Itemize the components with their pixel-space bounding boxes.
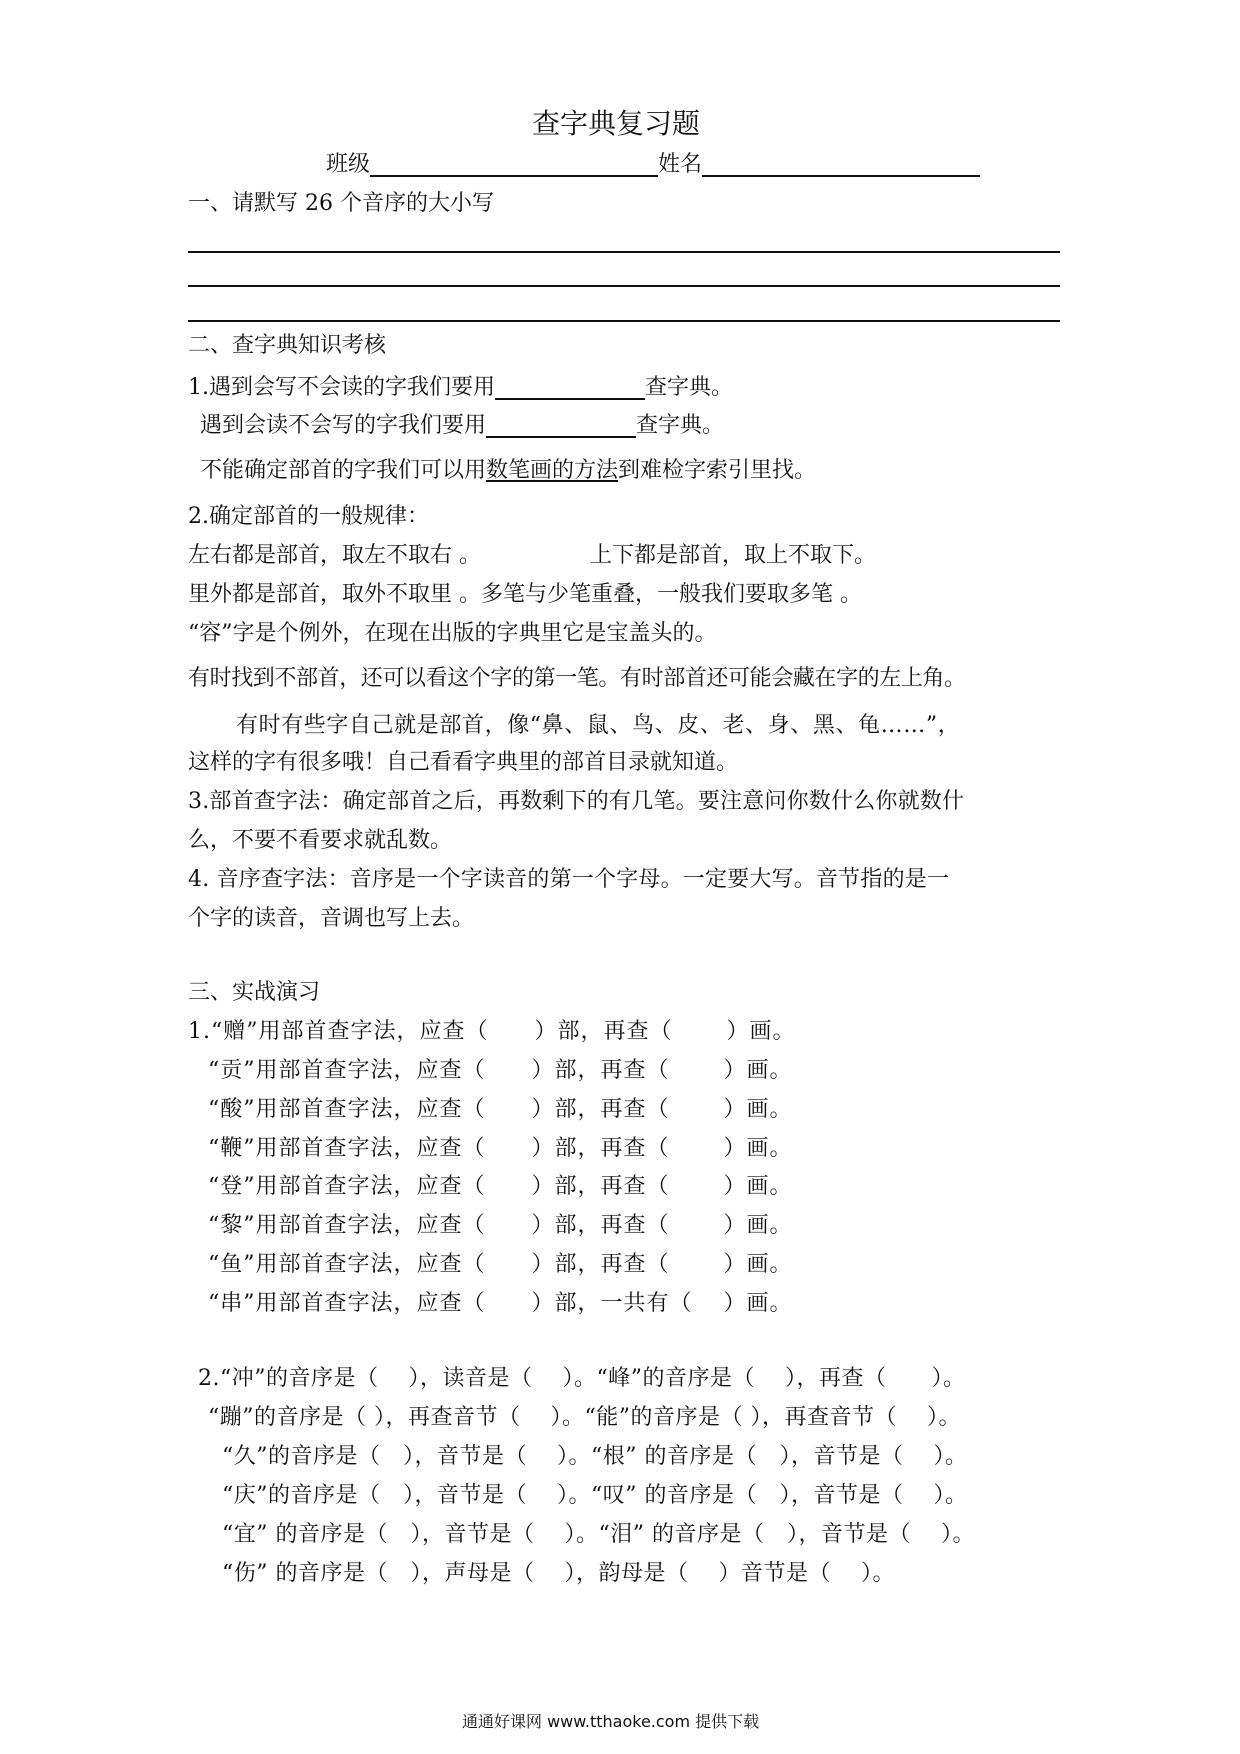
answer-line-3[interactable] (188, 320, 1060, 322)
question-2-heading: 2.确定部首的一般规律： (188, 504, 429, 529)
name-label: 姓名 (658, 152, 703, 177)
phonetic-line[interactable]: 2.“冲”的音序是（ ），读音是（ ）。“峰”的音序是（ ），再查（ ）。 (198, 1366, 966, 1391)
header-class-name (326, 151, 980, 177)
radical-line[interactable]: “贡”用部首查字法，应查（ ）部，再查（ ）画。 (208, 1058, 793, 1083)
page-title: 查字典复习题 (532, 107, 701, 140)
radical-line[interactable]: 1.“赠”用部首查字法，应查（ ）部，再查（ ）画。 (188, 1019, 796, 1044)
question-4-line-1: 4. 音序查字法：音序是一个字读音的第一个字母。一定要大写。音节指的是一 (188, 867, 950, 892)
q1c-text: 不能确定部首的字我们可以用 (200, 458, 487, 483)
radical-line[interactable]: “黎”用部首查字法，应查（ ）部，再查（ ）画。 (208, 1213, 793, 1238)
rule-3: “容”字是个例外，在现在出版的字典里它是宝盖头的。 (188, 621, 717, 646)
q1b-blank[interactable] (486, 412, 636, 438)
rule4-text-c: 。 (944, 666, 966, 691)
class-blank[interactable] (370, 151, 658, 177)
rule-4 (188, 668, 966, 690)
rule-1-right: 上下都是部首，取上不取下。 (590, 543, 877, 568)
question-1b (200, 412, 724, 438)
rule4-highlight-1: 第一笔 (533, 666, 599, 691)
rule4-text-b: 。有时部首还可能会藏在 (598, 666, 837, 691)
question-3-line-2: 么，不要不看要求就乱数。 (188, 828, 453, 853)
phonetic-line[interactable]: “久”的音序是（ ），音节是（ ）。“根” 的音序是（ ），音节是（ ）。 (222, 1444, 968, 1469)
section1-heading: 一、请默写 26 个音序的大小写 (188, 191, 494, 216)
phonetic-line[interactable]: “伤” 的音序是（ ），声母是（ ），韵母是（ ）音节是（ ）。 (222, 1561, 895, 1586)
question-4-line-2: 个字的读音，音调也写上去。 (188, 906, 475, 931)
radical-line[interactable]: “登”用部首查字法，应查（ ）部，再查（ ）画。 (208, 1174, 793, 1199)
radical-line[interactable]: “鞭”用部首查字法，应查（ ）部，再查（ ）画。 (208, 1136, 793, 1161)
answer-line-1[interactable] (188, 251, 1060, 253)
q1a-blank[interactable] (495, 374, 645, 400)
radical-line[interactable]: “鱼”用部首查字法，应查（ ）部，再查（ ）画。 (208, 1252, 793, 1277)
section3-heading: 三、实战演习 (188, 980, 321, 1005)
answer-line-2[interactable] (188, 285, 1060, 287)
phonetic-line[interactable]: “蹦”的音序是（ ），再查音节（ ）。“能”的音序是（ ），再查音节（ ）。 (208, 1405, 961, 1430)
rule4-highlight-2: 字的左上角 (836, 666, 945, 691)
q1a-suffix: 查字典。 (645, 375, 734, 400)
q1c-suffix: 到难检字索引里找。 (618, 458, 817, 483)
rule-5-line-2: 这样的字有很多哦！自己看看字典里的部首目录就知道。 (188, 750, 739, 775)
footer-credit: 通通好课网 www.tthaoke.com 提供下载 (462, 1712, 760, 1731)
radical-line[interactable]: “串”用部首查字法，应查（ ）部，一共有（ ）画。 (208, 1291, 793, 1316)
question-1a (188, 374, 733, 400)
q1c-highlight: 数笔画的方法 (486, 458, 619, 483)
q1b-suffix: 查字典。 (636, 413, 725, 438)
section2-heading: 二、查字典知识考核 (188, 333, 387, 358)
q1a-text: 1.遇到会写不会读的字我们要用 (188, 375, 495, 400)
rule-5-line-1: 有时有些字自己就是部首，像“鼻、鼠、鸟、皮、老、身、黑、龟……”， (236, 713, 961, 738)
question-3-line-1: 3.部首查字法：确定部首之后，再数剩下的有几笔。要注意问你数什么你就数什 (188, 789, 965, 814)
name-blank[interactable] (702, 151, 980, 177)
phonetic-line[interactable]: “宜” 的音序是（ ），音节是（ ）。“泪” 的音序是（ ），音节是（ ）。 (222, 1522, 975, 1547)
rule4-text-a: 有时找到不部首，还可以看这个字的 (188, 666, 534, 691)
class-label: 班级 (326, 152, 371, 177)
phonetic-line[interactable]: “庆”的音序是（ ），音节是（ ）。“叹” 的音序是（ ），音节是（ ）。 (222, 1483, 968, 1508)
rule-2: 里外都是部首，取外不取里 。多笔与少笔重叠，一般我们要取多笔 。 (188, 582, 862, 607)
question-1c (200, 460, 816, 482)
radical-line[interactable]: “酸”用部首查字法，应查（ ）部，再查（ ）画。 (208, 1097, 793, 1122)
q1b-text: 遇到会读不会写的字我们要用 (200, 413, 487, 438)
rule-1-left: 左右都是部首，取左不取右 。 (188, 543, 481, 568)
